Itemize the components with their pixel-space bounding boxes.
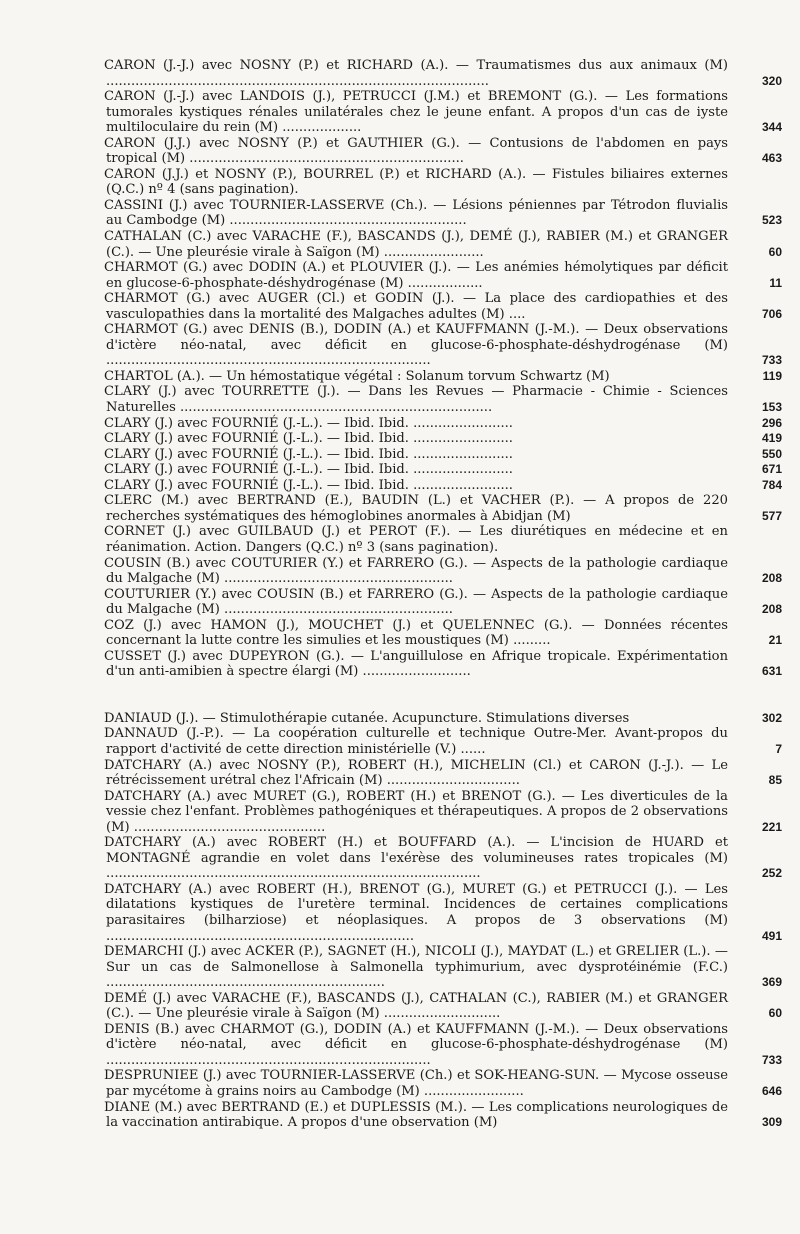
entry-text: CLARY (J.) avec FOURNIÉ (J.-L.). — Ibid. Ibid. ........................	[104, 462, 513, 478]
index-entry	[106, 789, 786, 836]
index-entry	[106, 835, 786, 882]
entry-text: DATCHARY (A.) avec ROBERT (H.), BRENOT (G.), MURET (G.) et PETRUCCI (J.). — Les dilatations kystiques de l'uretère terminal. Incidences de certaines complications parasitaires (bilharziose) et néoplasiques. A propos de 3 observations (M) ..........................................................................	[104, 881, 728, 944]
entry-page-number: 463	[761, 151, 782, 166]
entry-text: CLARY (J.) avec FOURNIÉ (J.-L.). — Ibid. Ibid. ........................	[104, 446, 513, 462]
index-entry	[106, 882, 786, 944]
entry-text: COZ (J.) avec HAMON (J.), MOUCHET (J.) et QUELENNEC (G.). — Données récentes concernant la lutte contre les simulies et les moustiques (M) .........	[104, 617, 728, 649]
entry-page-number: 733	[761, 1052, 782, 1067]
entry-text: CARON (J.-J.) avec LANDOIS (J.), PETRUCCI (J.M.) et BREMONT (G.). — Les formations tumorales kystiques rénales unilatérales chez le jeune enfant. A propos d'un cas de iyste multiloculaire du rein (M) ...................	[104, 89, 728, 136]
entry-page-number: 60	[768, 1006, 782, 1021]
index-entry	[106, 478, 786, 494]
index-entry	[106, 944, 786, 991]
entry-page-number: 302	[761, 710, 782, 725]
entry-page-number: 646	[761, 1084, 782, 1098]
entry-text: DANNAUD (J.-P.). — La coopération culturelle et technique Outre-Mer. Avant-propos du rapport d'activité de cette direction ministérielle (V.) ......	[104, 726, 728, 757]
entry-text: CATHALAN (C.) avec VARACHE (F.), BASCANDS (J.), DEMÉ (J.), RABIER (M.) et GRANGER (C.). — Une pleurésie virale à Saïgon (M) ........................	[104, 229, 728, 260]
entry-text: DESPRUNIEE (J.) avec TOURNIER-LASSERVE (Ch.) et SOK-HEANG-SUN. — Mycose osseuse par mycétome à grains noirs au Cambodge (M) ........................	[104, 1068, 728, 1099]
index-entry	[106, 260, 786, 291]
entry-page-number: 523	[761, 213, 782, 228]
entry-page-number: 309	[761, 1115, 782, 1130]
entry-text: DEMARCHI (J.) avec ACKER (P.), SAGNET (H.), NICOLI (J.), MAYDAT (L.) et GRELIER (L.). — Sur un cas de Salmonellose à Salmonella typhimurium, avec dysprotéinémie (F.C.) ...................................................................	[104, 944, 728, 991]
index-entry	[106, 229, 786, 260]
index-entry	[106, 416, 786, 432]
entry-text: CLARY (J.) avec TOURRETTE (J.). — Dans les Revues — Pharmacie - Chimie - Sciences Naturelles ...........................................................................	[104, 384, 728, 416]
index-entry	[106, 493, 786, 524]
entry-page-number: 21	[768, 633, 782, 648]
entry-page-number: 369	[761, 975, 782, 990]
entry-page-number: 784	[761, 477, 782, 492]
entry-text: DANIAUD (J.). — Stimulothérapie cutanée. Acupuncture. Stimulations diverses	[104, 710, 630, 726]
index-block-c	[106, 58, 786, 680]
index-entry	[106, 58, 786, 89]
entry-text: DATCHARY (A.) avec ROBERT (H.) et BOUFFARD (A.). — L'incision de HUARD et MONTAGNÉ agrandie en volet dans l'exérèse des volumineuses rates tropicales (M) ..........................................................................................	[104, 835, 728, 882]
entry-text: DATCHARY (A.) avec MURET (G.), ROBERT (H.) et BRENOT (G.). — Les diverticules de la vessie chez l'enfant. Problèmes pathogéniques et thérapeutiques. A propos de 2 observations (M) ..............................................	[104, 788, 728, 835]
entry-page-number: 550	[761, 446, 782, 461]
entry-page-number: 320	[761, 73, 782, 88]
index-entry	[106, 587, 786, 618]
entry-page-number: 491	[761, 928, 782, 943]
index-entry	[106, 758, 786, 789]
entry-text: CARON (J.J.) et NOSNY (P.), BOURREL (P.) et RICHARD (A.). — Fistules biliaires externes (Q.C.) nº 4 (sans pagination).	[104, 166, 728, 198]
index-block-d	[106, 711, 786, 1131]
entry-page-number: 221	[761, 819, 782, 834]
index-entry	[106, 167, 786, 198]
index-entry	[106, 136, 786, 167]
entry-text: COUSIN (B.) avec COUTURIER (Y.) et FARRERO (G.). — Aspects de la pathologie cardiaque du Malgache (M) .......................................................	[104, 555, 728, 587]
entry-text: CUSSET (J.) avec DUPEYRON (G.). — L'anguillulose en Afrique tropicale. Expérimentation d'un anti-amibien à spectre élargi (M) ..........................	[104, 648, 728, 680]
index-entry	[106, 369, 786, 385]
letter-section-gap	[106, 680, 786, 711]
index-entry	[106, 291, 786, 322]
entry-text: CASSINI (J.) avec TOURNIER-LASSERVE (Ch.). — Lésions péniennes par Tétrodon fluvialis au Cambodge (M) .........................................................	[104, 197, 728, 229]
entry-page-number: 419	[761, 431, 782, 446]
entry-text: CHARMOT (G.) avec AUGER (Cl.) et GODIN (J.). — La place des cardiopathies et des vasculopathies dans la mortalité des Malgaches adultes (M) ....	[104, 291, 728, 322]
entry-page-number: 208	[761, 571, 782, 586]
entry-page-number: 706	[761, 306, 782, 321]
index-entry	[106, 198, 786, 229]
entry-text: DATCHARY (A.) avec NOSNY (P.), ROBERT (H.), MICHELIN (Cl.) et CARON (J.-J.). — Le rétrécissement urétral chez l'Africain (M) ................................	[104, 757, 728, 789]
entry-page-number: 344	[761, 120, 782, 135]
entry-text: CHARMOT (G.) avec DODIN (A.) et PLOUVIER (J.). — Les anémies hémolytiques par déficit en glucose-6-phosphate-déshydrogénase (M) ..................	[104, 260, 728, 291]
entry-text: DEMÉ (J.) avec VARACHE (F.), BASCANDS (J.), CATHALAN (C.), RABIER (M.) et GRANGER (C.). — Une pleurésie virale à Saïgon (M) ............................	[104, 990, 728, 1022]
entry-text: DIANE (M.) avec BERTRAND (E.) et DUPLESSIS (M.). — Les complications neurologiques de la vaccination antirabique. A propos d'une observation (M)	[104, 1099, 728, 1131]
index-entry	[106, 649, 786, 680]
entry-page-number: 631	[761, 664, 782, 679]
entry-page-number: 577	[761, 508, 782, 523]
index-entry	[106, 431, 786, 447]
index-entry	[106, 462, 786, 478]
entry-text: CLARY (J.) avec FOURNIÉ (J.-L.). — Ibid. Ibid. ........................	[104, 415, 513, 431]
entry-text: DENIS (B.) avec CHARMOT (G.), DODIN (A.) et KAUFFMANN (J.-M.). — Deux observations d'ictère néo-natal, avec déficit en glucose-6-phosphate-déshydrogénase (M) ..............................................................................	[104, 1021, 728, 1068]
index-entry	[106, 991, 786, 1022]
index-entry	[106, 726, 786, 757]
entry-text: CLARY (J.) avec FOURNIÉ (J.-L.). — Ibid. Ibid. ........................	[104, 477, 513, 493]
index-entry	[106, 1100, 786, 1131]
entry-text: CHARMOT (G.) avec DENIS (B.), DODIN (A.) et KAUFFMANN (J.-M.). — Deux observations d'ictère néo-natal, avec déficit en glucose-6-phosphate-déshydrogénase (M) ..............................................................................	[104, 322, 728, 369]
index-entry	[106, 1068, 786, 1099]
entry-page-number: 60	[768, 244, 782, 259]
entry-page-number: 252	[761, 866, 782, 881]
entry-page-number: 153	[761, 400, 782, 415]
entry-page-number: 296	[761, 415, 782, 430]
index-entry	[106, 556, 786, 587]
index-entry	[106, 711, 786, 727]
index-entry	[106, 1022, 786, 1069]
entry-page-number: 11	[769, 275, 782, 290]
index-entry	[106, 618, 786, 649]
entry-text: CLARY (J.) avec FOURNIÉ (J.-L.). — Ibid. Ibid. ........................	[104, 431, 513, 447]
entry-text: CLERC (M.) avec BERTRAND (E.), BAUDIN (L.) et VACHER (P.). — A propos de 220 recherches systématiques des hémoglobines anormales à Abidjan (M)	[104, 493, 728, 524]
entry-text: CARON (J.J.) avec NOSNY (P.) et GAUTHIER (G.). — Contusions de l'abdomen en pays tropical (M) ..................................................................	[104, 135, 728, 167]
entry-text: COUTURIER (Y.) avec COUSIN (B.) et FARRERO (G.). — Aspects de la pathologie cardiaque du Malgache (M) .......................................................	[104, 586, 728, 618]
entry-page-number: 208	[761, 602, 782, 617]
entry-text: CORNET (J.) avec GUILBAUD (J.) et PEROT (F.). — Les diurétiques en médecine et en réanimation. Action. Dangers (Q.C.) nº 3 (sans pagination).	[104, 524, 728, 555]
index-entry	[106, 384, 786, 415]
entry-page-number: 733	[761, 353, 782, 368]
entry-page-number: 671	[761, 462, 782, 477]
index-entry	[106, 447, 786, 463]
entry-page-number: 119	[762, 368, 782, 383]
index-entry	[106, 89, 786, 136]
entry-page-number: 85	[768, 773, 782, 788]
entry-text: CARON (J.-J.) avec NOSNY (P.) et RICHARD (A.). — Traumatismes dus aux animaux (M) ............................................................................................	[104, 58, 728, 89]
index-entry	[106, 322, 786, 369]
entry-text: CHARTOL (A.). — Un hémostatique végétal : Solanum torvum Schwartz (M)	[104, 368, 610, 384]
entry-page-number: 7	[775, 741, 782, 756]
index-entry	[106, 524, 786, 555]
